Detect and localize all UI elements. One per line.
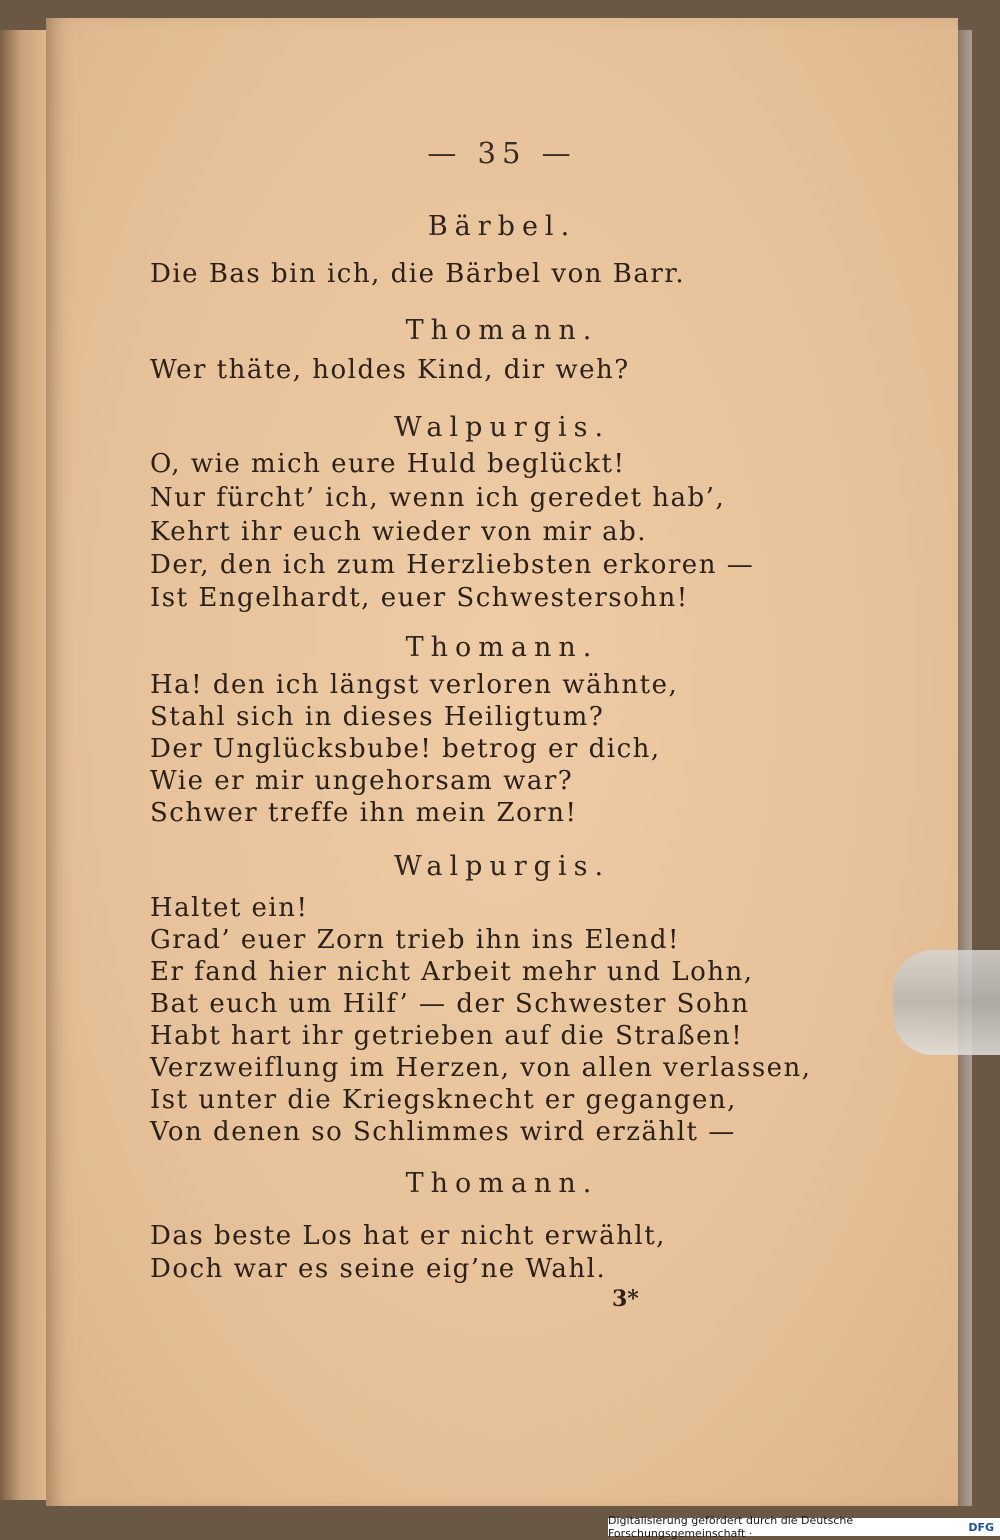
left-page-edge [0, 30, 46, 1500]
text-line: Er fand hier nicht Arbeit mehr und Lohn, [150, 957, 754, 987]
speaker-heading: Walpurgis. [393, 412, 611, 443]
text-line: Habt hart ihr getrieben auf die Straßen! [150, 1021, 744, 1051]
text-line: Das beste Los hat er nicht erwählt, [150, 1221, 666, 1251]
footer-text: Digitalisierung gefördert durch die Deutsche Forschungsgemeinschaft · [608, 1514, 854, 1540]
text-line: Nur fürcht’ ich, wenn ich geredet hab’, [150, 483, 726, 513]
page-number: — 35 — [427, 136, 577, 170]
dfg-logo-icon: DFG [968, 1520, 994, 1534]
speaker-heading: Walpurgis. [393, 851, 611, 882]
text-line: Schwer treffe ihn mein Zorn! [150, 798, 578, 828]
text-line: Der, den ich zum Herzliebsten erkoren — [150, 550, 755, 580]
speaker-heading: Thomann. [405, 1168, 599, 1199]
footer-credit [608, 1514, 1000, 1540]
speaker-heading: Thomann. [405, 632, 599, 663]
text-line: Verzweiflung im Herzen, von allen verlassen, [150, 1053, 812, 1083]
text-line: Doch war es seine eig’ne Wahl. [150, 1254, 607, 1284]
speaker-heading: Bärbel. [427, 211, 577, 242]
text-line: Stahl sich in dieses Heiligtum? [150, 702, 605, 732]
book-page [46, 18, 958, 1506]
text-line: Ist Engelhardt, euer Schwestersohn! [150, 583, 689, 613]
text-line: Der Unglücksbube! betrog er dich, [150, 734, 661, 764]
speaker-heading: Thomann. [405, 315, 599, 346]
text-line: Ist unter die Kriegsknecht er gegangen, [150, 1085, 737, 1115]
text-line: Wie er mir ungehorsam war? [150, 766, 574, 796]
text-line: Wer thäte, holdes Kind, dir weh? [150, 355, 630, 385]
text-line: Bat euch um Hilf’ — der Schwester Sohn [150, 989, 750, 1019]
page-tab-marker [893, 950, 1000, 1055]
text-line: Von denen so Schlimmes wird erzählt — [150, 1117, 736, 1147]
text-line: Die Bas bin ich, die Bärbel von Barr. [150, 259, 686, 289]
text-line: O, wie mich eure Huld beglückt! [150, 449, 626, 479]
text-line: Kehrt ihr euch wieder von mir ab. [150, 517, 648, 547]
signature-mark: 3* [612, 1286, 639, 1312]
text-line: Haltet ein! [150, 893, 309, 923]
text-line: Grad’ euer Zorn trieb ihn ins Elend! [150, 925, 680, 955]
text-line: Ha! den ich längst verloren wähnte, [150, 670, 679, 700]
